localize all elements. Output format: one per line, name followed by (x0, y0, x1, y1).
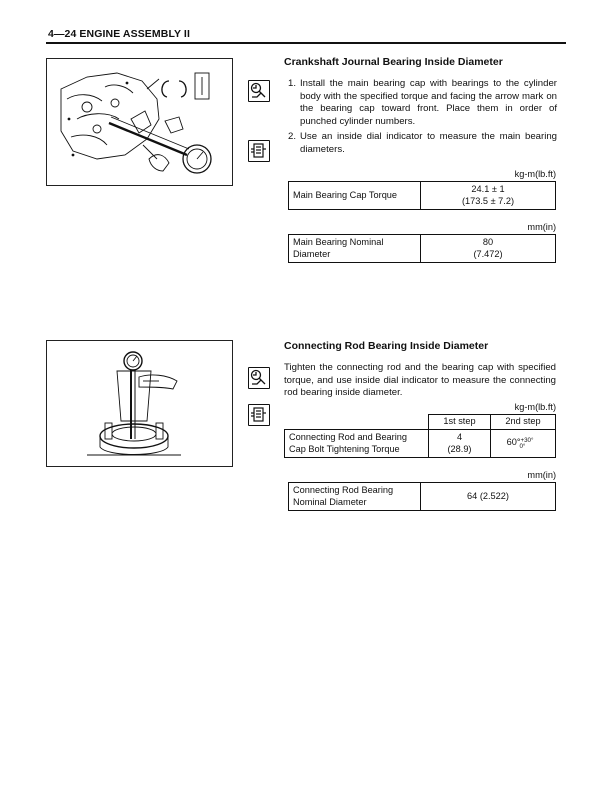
diameter-unit: mm(in) (527, 470, 556, 480)
table-row (285, 430, 556, 458)
diameter-value-imperial: (7.472) (473, 248, 503, 259)
table-row (289, 235, 556, 263)
torque-unit: kg-m(lb.ft) (514, 402, 556, 412)
label-line: Cap Bolt Tightening Torque (289, 443, 400, 454)
table-cell (491, 430, 556, 458)
torque-value: 4 (456, 432, 463, 442)
list-item (288, 131, 557, 156)
specification-icon (248, 404, 270, 426)
procedure-icon (248, 367, 270, 389)
torque-value: 24.1 ± 1 (471, 184, 505, 194)
spec-gauge-icon (249, 141, 268, 160)
crankshaft-bearing-figure (46, 58, 233, 186)
crankshaft-bearing-illustration (47, 59, 232, 185)
section2-title: Connecting Rod Bearing Inside Diameter (284, 340, 489, 352)
table-row (289, 182, 556, 210)
angle-tolerance-minus: 0° (519, 443, 526, 451)
torque-unit: kg-m(lb.ft) (514, 169, 556, 179)
header-rule (46, 42, 566, 44)
table-cell (289, 235, 421, 263)
section1-title: Crankshaft Journal Bearing Inside Diameter (284, 56, 503, 68)
list-item (288, 78, 557, 128)
torque-value-imperial: (28.9) (447, 443, 472, 454)
label-line: Nominal Diameter (293, 496, 367, 507)
table-cell: Main Bearing Cap Torque (289, 182, 421, 210)
step-number: 2. (288, 131, 297, 143)
label-line: Diameter (293, 248, 331, 259)
angle-value: 60° (506, 437, 521, 448)
diameter-value: 64 (2.522) (421, 483, 556, 511)
wrench-hand-icon (249, 81, 268, 100)
table-cell (429, 430, 491, 458)
section2-paragraph: Tighten the connecting rod and the bearing cap with specified torque, and use inside dial indicator to measure the connecting rod bearing inside diameter. (284, 362, 556, 399)
connecting-rod-dial-indicator-illustration (47, 341, 232, 466)
label-line: Connecting Rod Bearing (293, 485, 394, 495)
conrod-torque-table (284, 414, 556, 458)
column-header: 1st step (429, 415, 491, 430)
section1-steps (288, 78, 557, 160)
diameter-value: 80 (482, 237, 494, 247)
main-bearing-torque-table (288, 181, 556, 210)
label-line: Main Bearing Nominal (293, 237, 384, 247)
table-cell (285, 415, 429, 430)
table-row (289, 483, 556, 511)
table-cell (421, 235, 556, 263)
connecting-rod-figure (46, 340, 233, 467)
step-text: Use an inside dial indicator to measure the main bearing diameters. (300, 131, 557, 155)
table-row (285, 415, 556, 430)
step-text: Install the main bearing cap with bearings to the cylinder body with the specified torque and facing the arrow mark on the bearing cap toward front. Place them in order of punched cylinder numbers. (300, 78, 557, 127)
conrod-diameter-table (288, 482, 556, 511)
step-number: 1. (288, 78, 297, 89)
page-header: 4—24 ENGINE ASSEMBLY II (48, 28, 190, 40)
torque-value-imperial: (173.5 ± 7.2) (461, 195, 515, 206)
wrench-hand-icon (249, 368, 268, 387)
table-cell (289, 483, 421, 511)
main-bearing-diameter-table (288, 234, 556, 263)
specification-icon (248, 140, 270, 162)
column-header: 2nd step (491, 415, 556, 430)
table-cell (285, 430, 429, 458)
diameter-unit: mm(in) (527, 222, 556, 232)
procedure-icon (248, 80, 270, 102)
label-line: Connecting Rod and Bearing (289, 432, 407, 442)
table-cell (421, 182, 556, 210)
angle-tolerance-plus: +30° (520, 437, 534, 445)
spec-gauge-icon (249, 405, 268, 424)
